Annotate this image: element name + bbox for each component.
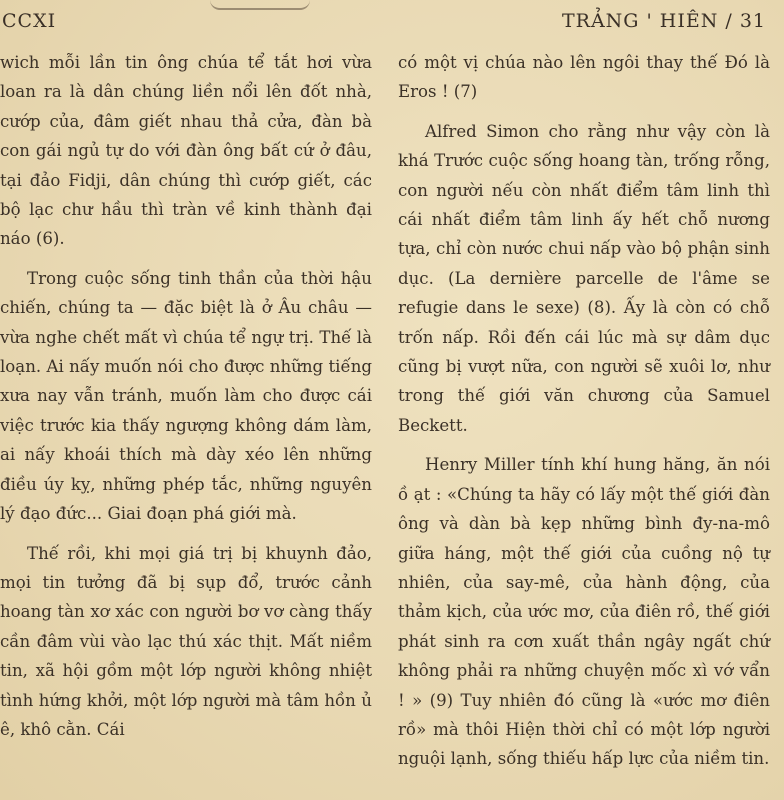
paragraph: Alfred Simon cho rằng như vậy còn là khá Trước cuộc sống hoang tàn, trống rỗng, con người nếu còn nhất điểm tâm linh thì cái nhất điểm tâm linh ấy hết chỗ nương tựa, chỉ còn nước chui nấp vào bộ phận sinh dục. (La dernière parcelle de l'âme se refugie dans le sexe) (8). Ấy là còn có chỗ trốn nấp. Rồi đến cái lúc mà sự dâm dục cũng bị vượt nữa, con người sẽ xuôi lơ, như trong thế giới văn chương của Samuel Beckett. xyxy=(398,121,770,435)
paragraph: Thế rồi, khi mọi giá trị bị khuynh đảo, mọi tin tưởng đã bị sụp đổ, trước cảnh hoang tàn xơ xác con người bơ vơ càng thấy cần đâm vùi vào lạc thú xác thịt. Mất niềm tin, xã hội gồm một lớp người không nhiệt tình hứng khởi, một lớp người mà tâm hồn ủ ê, khô cằn. Cái xyxy=(0,543,372,739)
folio-number: CCXI xyxy=(2,10,57,32)
right-column xyxy=(398,48,770,784)
running-head: TRẢNG ' HIÊN / 31 xyxy=(561,10,766,32)
paragraph: có một vị chúa nào lên ngôi thay thế Đó là Eros ! (7) xyxy=(398,53,770,102)
paragraph: Trong cuộc sống tinh thần của thời hậu chiến, chúng ta — đặc biệt là ở Âu châu — vừa nghe chết mất vì chúa tể ngự trị. Thế là loạn. Ai nấy muốn nói cho được những tiếng xưa nay vẫn tránh, muốn làm cho được cái việc trước kia thấy ngượng không dám làm, ai nấy khoái thích mà dày xéo lên những điều úy kỵ, những phép tắc, những nguyên lý đạo đức... Giai đoạn phá giới mà. xyxy=(0,268,372,524)
page-header xyxy=(0,6,784,36)
paragraph: Henry Miller tính khí hung hăng, ăn nói ồ ạt : «Chúng ta hãy có lấy một thế giới đàn ông và dàn bà kẹp những bình đy-na-mô giữa háng, một thế giới của cuồng nộ tự nhiên, của say-mê, của hành động, của thảm kịch, của ước mơ, của điên rồ, thế giới phát sinh ra cơn xuất thần ngây ngất chứ không phải ra những chuyện mốc xì vớ vẩn ! » (9) Tuy nhiên đó cũng là «ước mơ điên rồ» mà thôi Hiện thời chỉ có một lớp người nguội lạnh, sống thiếu hấp lực của niềm tin. xyxy=(398,455,770,769)
left-column xyxy=(0,48,372,754)
paragraph: wich mỗi lần tin ông chúa tể tắt hơi vừa loan ra là dân chúng liền nổi lên đốt nhà, cướp của, đâm giết nhau thả cửa, đàn bà con gái ngủ tự do với đàn ông bất cứ ở đâu, tại đảo Fidji, dân chúng thì cướp giết, các bộ lạc chư hầu thì tràn về kinh thành đại náo (6). xyxy=(0,53,372,249)
